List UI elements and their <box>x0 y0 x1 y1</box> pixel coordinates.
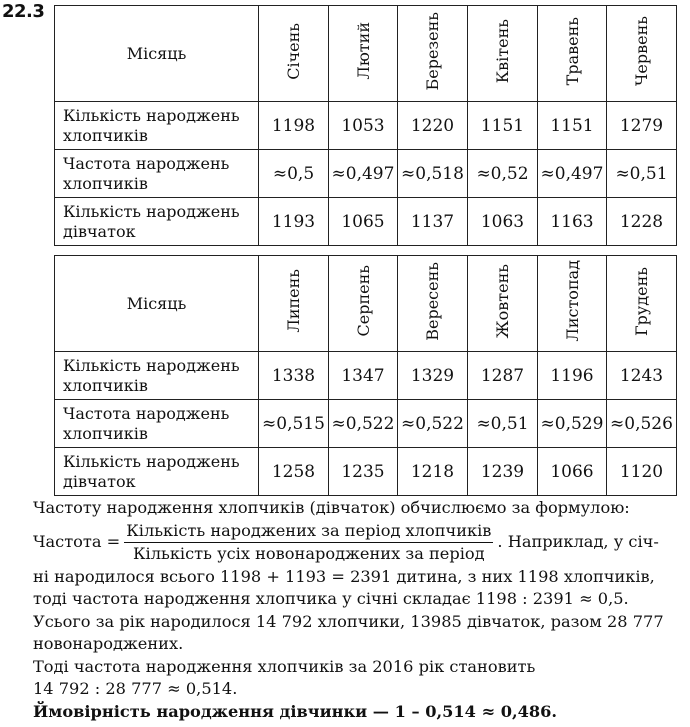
month-cell <box>468 256 538 352</box>
table-row-girls-count <box>55 448 677 496</box>
month-cell <box>607 6 677 102</box>
row-label: Кількість народжень дівчаток <box>55 448 259 496</box>
month-name: Травень <box>562 16 582 86</box>
table-cell: 1151 <box>538 102 607 150</box>
month-name: Липень <box>284 269 303 333</box>
table-cell: 1193 <box>259 198 329 246</box>
text-line: новонароджених. <box>33 634 184 653</box>
table-cell: ≈0,526 <box>607 400 677 448</box>
table-row-boys-frequency <box>55 400 677 448</box>
formula-prefix: Частота = <box>33 532 121 552</box>
table-cell: ≈0,522 <box>329 400 398 448</box>
frequency-formula <box>33 520 683 566</box>
table-cell: 1120 <box>607 448 677 496</box>
month-header-label: Місяць <box>55 6 259 102</box>
month-name: Березень <box>423 11 442 91</box>
table-cell: 1243 <box>607 352 677 400</box>
month-name: Серпень <box>353 265 373 337</box>
table-cell: ≈0,518 <box>398 150 468 198</box>
text-line: ні народилося всього 1198 + 1193 = 2391 дитина, з них 1198 хлопчиків, <box>33 566 655 586</box>
table-cell: 1137 <box>398 198 468 246</box>
text-line: тоді частота народження хлопчика у січні складає 1198 : 2391 ≈ 0,5. <box>33 589 629 608</box>
table-cell: 1329 <box>398 352 468 400</box>
table-cell: 1066 <box>538 448 607 496</box>
month-cell <box>538 6 607 102</box>
month-name: Січень <box>284 22 303 80</box>
table-cell: ≈0,522 <box>398 400 468 448</box>
table-cell: 1347 <box>329 352 398 400</box>
month-name: Жовтень <box>493 263 512 339</box>
table-cell: 1228 <box>607 198 677 246</box>
month-cell <box>259 256 329 352</box>
table-cell: ≈0,515 <box>259 400 329 448</box>
text-line: 14 792 : 28 777 ≈ 0,514. <box>33 679 238 698</box>
table-header-row <box>55 256 677 352</box>
row-label: Кількість народжень хлопчиків <box>55 102 259 150</box>
month-cell <box>468 6 538 102</box>
table-row-girls-count <box>55 198 677 246</box>
table-cell: 1065 <box>329 198 398 246</box>
month-cell <box>398 6 468 102</box>
month-cell <box>329 6 398 102</box>
month-cell <box>259 6 329 102</box>
row-label: Частота народжень хлопчиків <box>55 400 259 448</box>
table-row-boys-frequency <box>55 150 677 198</box>
row-label: Кількість народжень дівчаток <box>55 198 259 246</box>
month-name: Вересень <box>423 261 442 341</box>
table-cell: 1163 <box>538 198 607 246</box>
table-cell: 1279 <box>607 102 677 150</box>
table-cell: 1198 <box>259 102 329 150</box>
table-cell: 1063 <box>468 198 538 246</box>
table-cell: ≈0,52 <box>468 150 538 198</box>
text-line: Тоді частота народження хлопчиків за 2016 рік становить <box>33 656 536 676</box>
month-name: Квітень <box>493 18 512 84</box>
table-cell: 1218 <box>398 448 468 496</box>
table-cell: 1258 <box>259 448 329 496</box>
table-cell: 1239 <box>468 448 538 496</box>
text-line: Частоту народження хлопчиків (дівчаток) обчислюємо за формулою: <box>33 498 630 517</box>
table-cell: ≈0,529 <box>538 400 607 448</box>
month-cell <box>398 256 468 352</box>
table-cell: 1151 <box>468 102 538 150</box>
solution-text <box>33 497 683 723</box>
birth-table-first-half <box>54 5 677 246</box>
table-cell: ≈0,497 <box>538 150 607 198</box>
table-cell: 1338 <box>259 352 329 400</box>
month-header-label: Місяць <box>55 256 259 352</box>
row-label: Частота народжень хлопчиків <box>55 150 259 198</box>
table-cell: 1235 <box>329 448 398 496</box>
table-row-boys-count <box>55 352 677 400</box>
text-line: Ймовірність народження дівчинки — 1 – 0,514 ≈ 0,486. <box>33 701 558 721</box>
month-cell <box>329 256 398 352</box>
table-cell: ≈0,5 <box>259 150 329 198</box>
table-cell: 1287 <box>468 352 538 400</box>
problem-number: 22.3 <box>2 1 45 22</box>
table-cell: ≈0,51 <box>468 400 538 448</box>
table-cell: 1196 <box>538 352 607 400</box>
month-name: Червень <box>632 16 651 86</box>
table-cell: ≈0,497 <box>329 150 398 198</box>
month-name: Грудень <box>632 266 651 336</box>
formula-numerator: Кількість народжених за період хлопчиків <box>124 521 493 543</box>
month-name: Лютий <box>353 22 373 80</box>
table-cell: ≈0,51 <box>607 150 677 198</box>
birth-table-second-half <box>54 255 677 496</box>
row-label: Кількість народжень хлопчиків <box>55 352 259 400</box>
table-cell: 1220 <box>398 102 468 150</box>
month-name: Листопад <box>562 260 582 342</box>
formula-denominator: Кількість усіх новонароджених за період <box>133 544 485 563</box>
month-cell <box>607 256 677 352</box>
formula-fraction <box>124 521 493 564</box>
table-header-row <box>55 6 677 102</box>
text-line: Усього за рік народилося 14 792 хлопчики, 13985 дівчаток, разом 28 777 <box>33 611 664 631</box>
month-cell <box>538 256 607 352</box>
table-cell: 1053 <box>329 102 398 150</box>
table-row-boys-count <box>55 102 677 150</box>
formula-suffix: . Наприклад, у січ- <box>497 532 659 552</box>
